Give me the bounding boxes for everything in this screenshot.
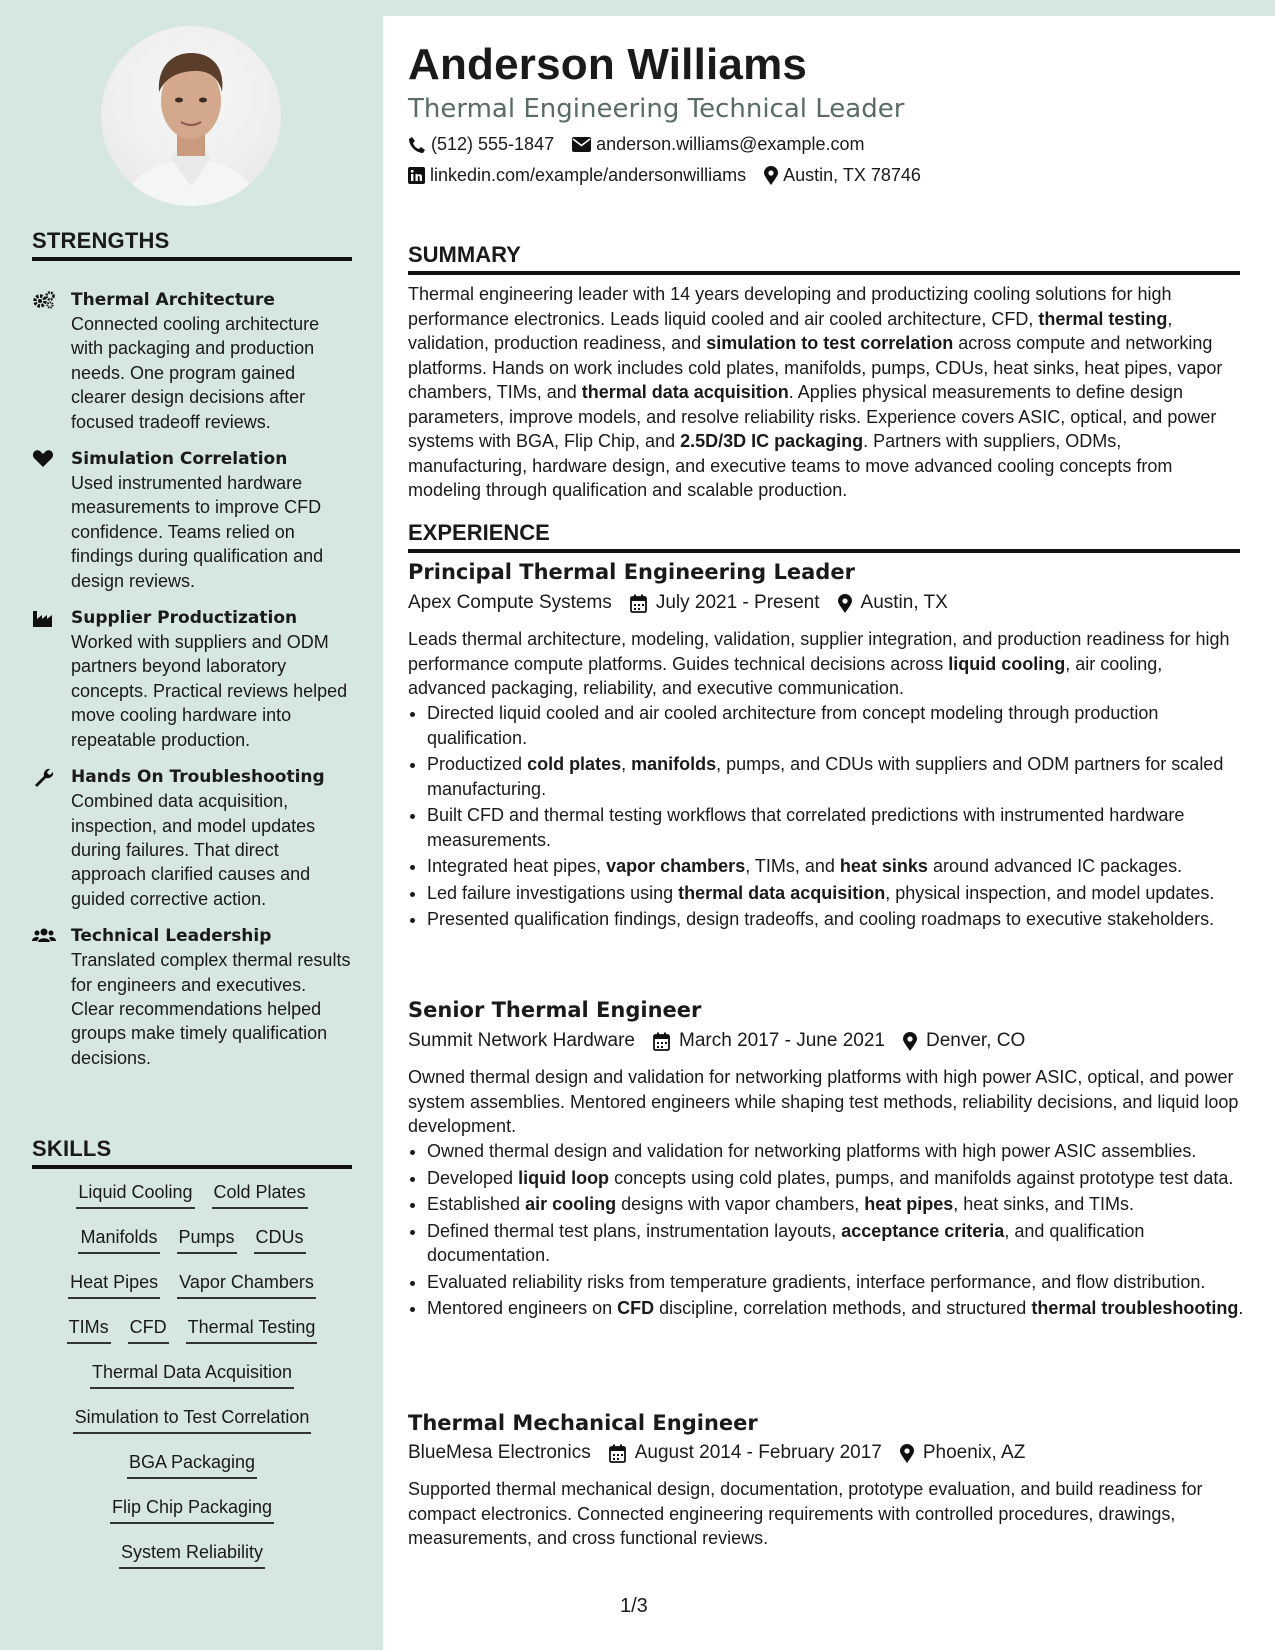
skill-row	[32, 1315, 352, 1360]
job-role: Thermal Mechanical Engineer	[408, 1411, 758, 1435]
strength-title: Simulation Correlation	[71, 449, 288, 470]
skill-row	[32, 1360, 352, 1405]
strength-title: Technical Leadership	[71, 926, 272, 947]
map-pin-icon	[903, 1032, 917, 1051]
skill-tag: Liquid Cooling	[76, 1180, 194, 1209]
skill-tag: CFD	[128, 1315, 169, 1344]
linkedin-text[interactable]: linkedin.com/example/andersonwilliams	[430, 165, 747, 185]
candidate-name: Anderson Williams	[408, 40, 808, 89]
experience-heading: EXPERIENCE	[408, 520, 1240, 553]
job-meta	[408, 592, 966, 614]
job-meta	[408, 1030, 1043, 1052]
page-number: 1/3	[620, 1595, 648, 1617]
map-pin-icon	[764, 166, 778, 185]
summary-heading: SUMMARY	[408, 242, 1240, 275]
strength-item	[32, 924, 352, 1070]
company-name: BlueMesa Electronics	[408, 1442, 591, 1463]
list-item: • Mentored engineers on CFD discipline, correlation methods, and structured thermal troubleshooting.	[427, 1296, 1257, 1321]
job-dates: March 2017 - June 2021	[679, 1030, 885, 1051]
profile-photo	[101, 26, 281, 206]
job-location: Phoenix, AZ	[922, 1442, 1026, 1463]
job-intro: Supported thermal mechanical design, documentation, prototype evaluation, and build readiness for compact electronics. Connected engineering requirements with controlled procedures, drawings, measurements, and cross functional reviews.	[408, 1479, 1203, 1548]
list-item: • Evaluated reliability risks from temperature gradients, interface performance, and flow distribution.	[427, 1270, 1257, 1295]
skill-tag: Flip Chip Packaging	[110, 1495, 274, 1524]
industry-icon	[32, 608, 56, 628]
skill-row	[32, 1270, 352, 1315]
job-intro: Leads thermal architecture, modeling, validation, supplier integration, and production readiness for high performance compute platforms. Guides technical decisions across liquid cooling, air cooling, advanced packaging, reliability, and executive communication.	[408, 629, 1230, 698]
job-location: Austin, TX	[860, 592, 948, 613]
gears-icon	[32, 290, 56, 310]
skill-row	[32, 1540, 352, 1585]
map-pin-icon	[838, 594, 852, 613]
list-item: • Productized cold plates, manifolds, pumps, and CDUs with suppliers and ODM partners for scaled manufacturing.	[427, 752, 1257, 801]
skill-tag: Simulation to Test Correlation	[73, 1405, 312, 1434]
location-text: Austin, TX 78746	[783, 165, 921, 185]
skill-tag: BGA Packaging	[127, 1450, 257, 1479]
contact-linkedin[interactable]	[408, 165, 746, 186]
job-role: Senior Thermal Engineer	[408, 998, 702, 1022]
strength-description: Worked with suppliers and ODM partners beyond laboratory concepts. Practical reviews helped move cooling hardware into repeatable production.	[71, 632, 348, 750]
skill-row	[32, 1405, 352, 1450]
wrench-icon	[32, 767, 56, 787]
email-text[interactable]: anderson.williams@example.com	[596, 134, 865, 154]
skill-tag: CDUs	[254, 1225, 306, 1254]
strength-title: Thermal Architecture	[71, 290, 275, 310]
summary-text: Thermal engineering leader with 14 years developing and productizing cooling solutions for high performance electronics. Leads liquid cooled and air cooled architecture, CFD, thermal testing, validation, production readiness, and simulation to test correlation across compute and networking platforms. Hands on work includes cold plates, manifolds, pumps, CDUs, heat sinks, heat pipes, vapor chambers, TIMs, and thermal data acquisition. Applies physical measurements to define design parameters, improve models, and resolve reliability risks. Experience covers ASIC, optical, and power systems with BGA, Flip Chip, and 2.5D/3D IC packaging. Partners with suppliers, ODMs, manufacturing, hardware design, and executive teams to move advanced cooling concepts from modeling through qualification and scalable production.	[408, 284, 1223, 500]
job-role: Principal Thermal Engineering Leader	[408, 560, 855, 584]
strength-description: Combined data acquisition, inspection, and model updates during failures. That direct approach clarified causes and guided corrective action.	[71, 791, 316, 909]
top-band	[0, 0, 1275, 16]
strengths-list	[32, 288, 352, 1083]
contact-location	[764, 165, 921, 186]
list-item: • Developed liquid loop concepts using cold plates, pumps, and manifolds against prototype test data.	[427, 1166, 1257, 1191]
map-pin-icon	[900, 1444, 914, 1463]
job-intro: Owned thermal design and validation for networking platforms with high power ASIC, optical, and power system assemblies. Mentored engineers while shaping test methods, reliability decisions, and liquid loop development.	[408, 1067, 1239, 1136]
company-name: Summit Network Hardware	[408, 1030, 635, 1051]
calendar-icon	[630, 594, 647, 613]
strength-title: Supplier Productization	[71, 608, 298, 629]
strength-item	[32, 288, 352, 434]
contact-phone	[408, 134, 554, 155]
list-item: • Led failure investigations using thermal data acquisition, physical inspection, and model updates.	[427, 881, 1257, 906]
envelope-icon	[572, 137, 591, 152]
job-meta	[408, 1442, 1043, 1464]
skill-tag: System Reliability	[119, 1540, 265, 1569]
skill-tag: Manifolds	[78, 1225, 159, 1254]
skill-tag: Vapor Chambers	[177, 1270, 316, 1299]
skill-tag: Thermal Testing	[186, 1315, 318, 1344]
skill-tag: Thermal Data Acquisition	[90, 1360, 294, 1389]
contact-row-2	[408, 165, 939, 186]
strength-item	[32, 606, 352, 752]
strength-description: Translated complex thermal results for engineers and executives. Clear recommendations helped groups make timely qualification decisions.	[71, 950, 351, 1068]
calendar-icon	[653, 1032, 670, 1051]
skill-tag: Heat Pipes	[68, 1270, 160, 1299]
job-bullets	[408, 701, 1257, 934]
list-item: • Integrated heat pipes, vapor chambers, TIMs, and heat sinks around advanced IC packages.	[427, 854, 1257, 879]
job-location: Denver, CO	[925, 1030, 1026, 1051]
list-item: • Owned thermal design and validation for networking platforms with high power ASIC assemblies.	[427, 1139, 1257, 1164]
strength-item	[32, 765, 352, 911]
strength-description: Used instrumented hardware measurements to improve CFD confidence. Teams relied on findings during qualification and design reviews.	[71, 473, 324, 591]
users-icon	[32, 926, 56, 946]
job-dates: August 2014 - February 2017	[634, 1442, 882, 1463]
list-item: • Defined thermal test plans, instrumentation layouts, acceptance criteria, and qualification documentation.	[427, 1219, 1257, 1268]
skills-heading: SKILLS	[32, 1136, 352, 1169]
job-dates: July 2021 - Present	[655, 592, 820, 613]
skill-row	[32, 1495, 352, 1540]
list-item: • Established air cooling designs with vapor chambers, heat pipes, heat sinks, and TIMs.	[427, 1192, 1257, 1217]
strength-title: Hands On Troubleshooting	[71, 767, 325, 788]
candidate-title: Thermal Engineering Technical Leader	[408, 94, 905, 124]
skill-tag: Cold Plates	[212, 1180, 308, 1209]
contact-row-1	[408, 134, 882, 155]
skill-row	[32, 1225, 352, 1270]
strength-description: Connected cooling architecture with packaging and production needs. One program gained clearer design decisions after focused tradeoff reviews.	[71, 314, 320, 432]
list-item: • Directed liquid cooled and air cooled architecture from concept modeling through production qualification.	[427, 701, 1257, 750]
phone-icon	[408, 136, 426, 154]
list-item: • Built CFD and thermal testing workflows that correlated predictions with instrumented hardware measurements.	[427, 803, 1257, 852]
skills-list	[32, 1180, 352, 1585]
skill-row	[32, 1180, 352, 1225]
strengths-heading: STRENGTHS	[32, 228, 352, 261]
heart-icon	[32, 449, 56, 469]
company-name: Apex Compute Systems	[408, 592, 612, 613]
skill-tag: TIMs	[67, 1315, 111, 1344]
skill-tag: Pumps	[177, 1225, 237, 1254]
skill-row	[32, 1450, 352, 1495]
phone-text: (512) 555-1847	[431, 134, 555, 154]
contact-email[interactable]	[572, 134, 864, 155]
job-bullets	[408, 1139, 1257, 1323]
strength-item	[32, 447, 352, 593]
linkedin-icon	[408, 167, 425, 184]
list-item: • Presented qualification findings, design tradeoffs, and cooling roadmaps to executive stakeholders.	[427, 907, 1257, 932]
calendar-icon	[609, 1444, 626, 1463]
